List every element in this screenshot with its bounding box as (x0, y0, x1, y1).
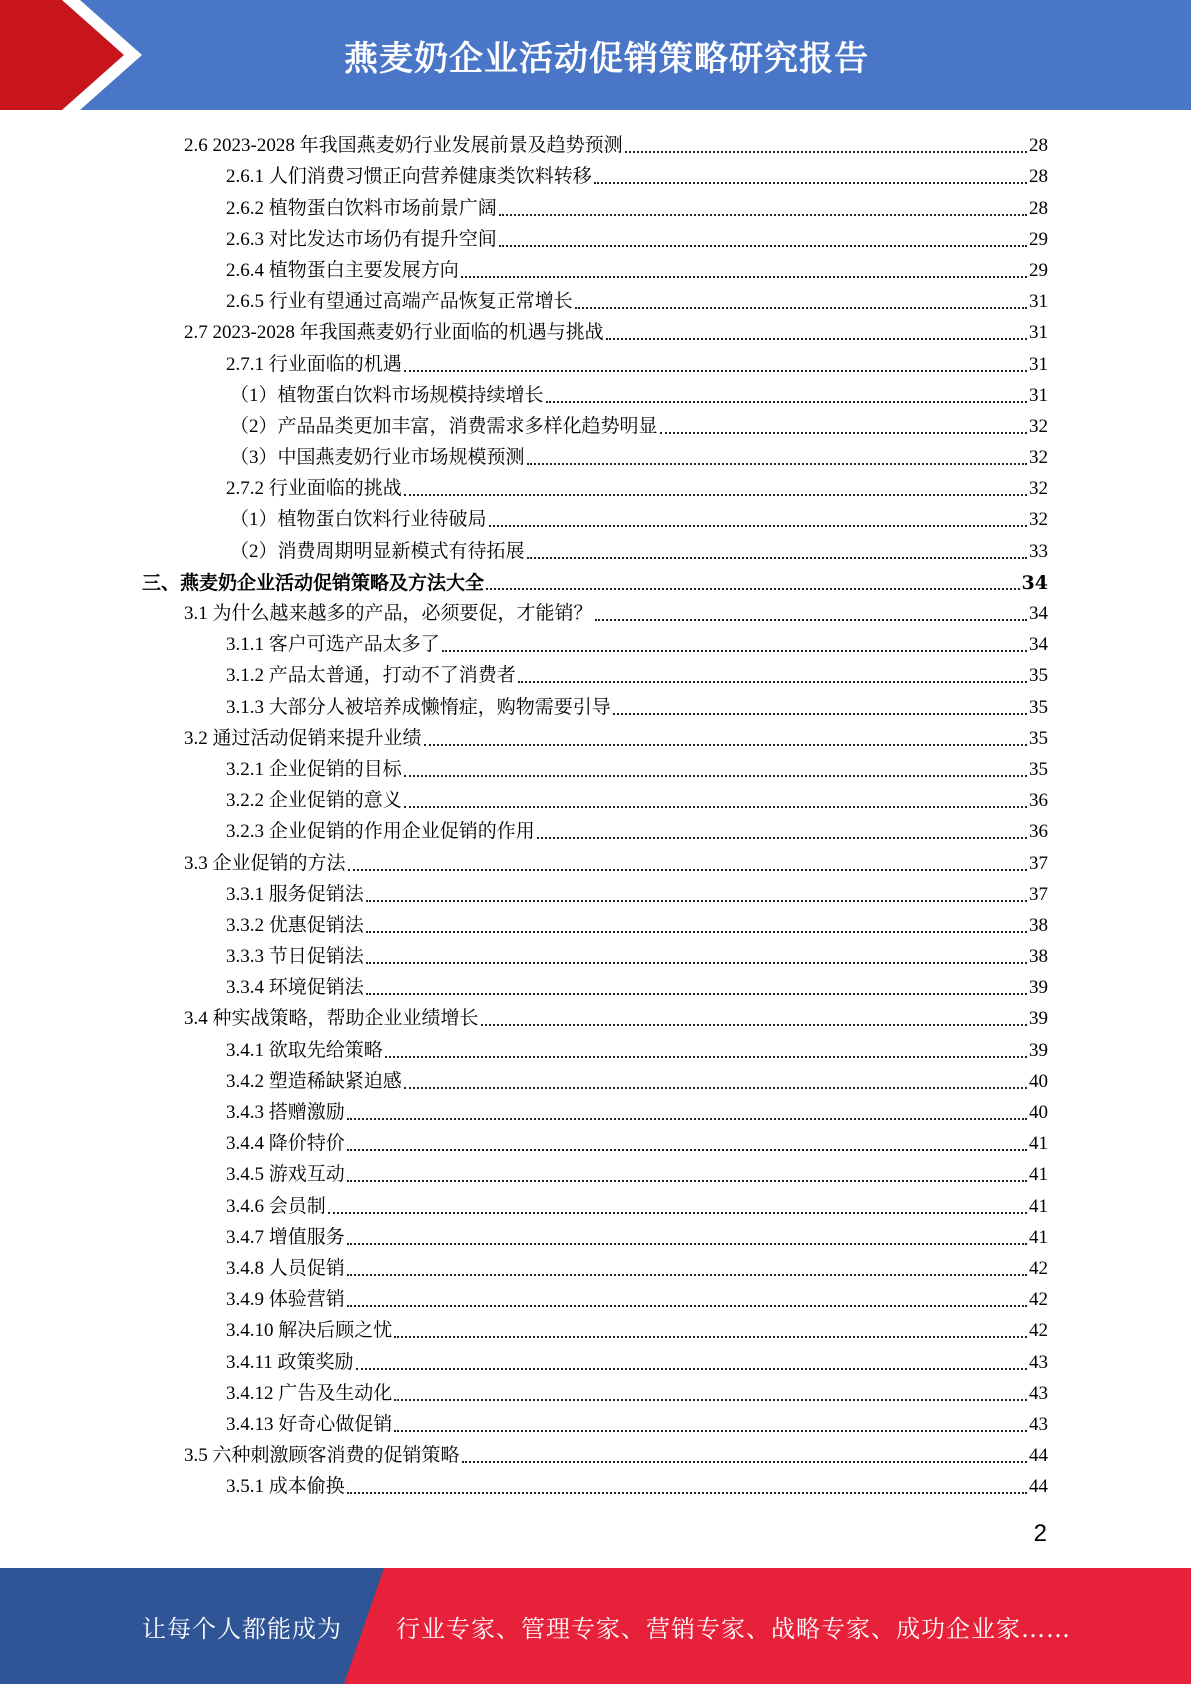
toc-entry[interactable] (140, 1468, 1048, 1499)
toc-entry-page: 43 (1029, 1382, 1048, 1404)
toc-leader-dots (347, 1149, 1027, 1151)
toc-entry-page: 35 (1029, 696, 1048, 718)
toc-entry-label: 3.2 通过活动促销来提升业绩 (184, 727, 422, 749)
toc-entry-page: 39 (1029, 1008, 1048, 1030)
toc-entry[interactable] (140, 189, 1048, 220)
toc-entry[interactable] (140, 127, 1048, 158)
toc-entry-label: （2）消费周期明显新模式有待拓展 (230, 540, 525, 562)
toc-leader-dots (595, 619, 1027, 621)
toc-leader-dots (518, 681, 1027, 683)
toc-leader-dots (394, 1399, 1027, 1401)
toc-entry-page: 36 (1029, 790, 1048, 812)
toc-entry[interactable] (140, 1063, 1048, 1094)
toc-entry-label: 3.3.1 服务促销法 (226, 883, 364, 905)
toc-entry-label: 2.6.1 人们消费习惯正向营养健康类饮料转移 (226, 166, 592, 188)
toc-entry-page: 32 (1029, 415, 1048, 437)
toc-entry-page: 31 (1029, 322, 1048, 344)
toc-leader-dots (366, 993, 1027, 995)
toc-entry-label: 3.1.1 客户可选产品太多了 (226, 634, 440, 656)
toc-entry[interactable] (140, 439, 1048, 470)
toc-entry[interactable] (140, 1375, 1048, 1406)
toc-entry-page: 40 (1029, 1070, 1048, 1092)
toc-leader-dots (347, 1118, 1027, 1120)
toc-leader-dots (499, 214, 1027, 216)
toc-entry[interactable] (140, 1156, 1048, 1187)
toc-entry-page: 34 (1029, 634, 1048, 656)
toc-entry[interactable] (140, 283, 1048, 314)
toc-entry-page: 28 (1029, 197, 1048, 219)
toc-entry-label: 2.7 2023-2028 年我国燕麦奶行业面临的机遇与挑战 (184, 322, 604, 344)
toc-entry-label: 3.4.3 搭赠激励 (226, 1102, 345, 1123)
toc-entry[interactable] (140, 1406, 1048, 1437)
page-number: 2 (1033, 1520, 1047, 1547)
toc-entry[interactable] (140, 720, 1048, 751)
toc-leader-dots (404, 775, 1027, 777)
toc-entry[interactable] (140, 844, 1048, 875)
toc-entry-label: 3.4.2 塑造稀缺紧迫感 (226, 1070, 402, 1092)
toc-leader-dots (546, 401, 1027, 403)
report-title: 燕麦奶企业活动促销策略研究报告 (344, 38, 869, 79)
toc-leader-dots (394, 1430, 1027, 1432)
toc-entry-label: 3.2.3 企业促销的作用企业促销的作用 (226, 821, 535, 843)
toc-leader-dots (537, 837, 1027, 839)
toc-leader-dots (348, 869, 1027, 871)
toc-entry-label: 3.4.6 会员制 (226, 1195, 326, 1217)
toc-leader-dots (625, 151, 1027, 153)
table-of-contents (140, 127, 1048, 1499)
toc-entry-page: 35 (1029, 758, 1048, 780)
toc-entry-label: 3.4.10 解决后顾之忧 (226, 1320, 393, 1342)
toc-entry-page: 42 (1029, 1257, 1048, 1279)
toc-entry[interactable] (140, 813, 1048, 844)
toc-entry[interactable] (140, 595, 1048, 626)
toc-entry[interactable] (140, 1437, 1048, 1468)
toc-entry-label: （1）植物蛋白饮料市场规模持续增长 (230, 384, 544, 406)
toc-entry-label: （2）产品品类更加丰富，消费需求多样化趋势明显 (230, 415, 658, 437)
toc-entry-label: 3.4.11 政策奖励 (226, 1351, 354, 1373)
toc-leader-dots (394, 1336, 1027, 1338)
toc-entry[interactable] (140, 158, 1048, 189)
toc-entry-label: 3.5 六种刺激顾客消费的促销策略 (184, 1445, 460, 1467)
toc-entry-label: 2.6.4 植物蛋白主要发展方向 (226, 259, 459, 281)
toc-entry-page: 38 (1029, 914, 1048, 936)
toc-entry-label: 3.4.1 欲取先给策略 (226, 1039, 383, 1061)
toc-entry-page: 44 (1029, 1476, 1048, 1498)
toc-entry-page: 38 (1029, 946, 1048, 968)
toc-leader-dots (404, 494, 1027, 496)
toc-entry[interactable] (140, 688, 1048, 719)
toc-entry[interactable] (140, 470, 1048, 501)
toc-entry-label: 2.6 2023-2028 年我国燕麦奶行业发展前景及趋势预测 (184, 135, 623, 157)
toc-entry-page: 32 (1029, 509, 1048, 531)
toc-entry-label: 3.4.7 增值服务 (226, 1226, 345, 1248)
toc-leader-dots (385, 1056, 1027, 1058)
toc-leader-dots (660, 432, 1027, 434)
toc-entry-page: 39 (1029, 1039, 1048, 1061)
toc-leader-dots (404, 806, 1027, 808)
toc-leader-dots (356, 1368, 1027, 1370)
toc-entry-page: 31 (1029, 291, 1048, 313)
toc-leader-dots (527, 557, 1027, 559)
toc-entry[interactable] (140, 751, 1048, 782)
toc-entry[interactable] (140, 907, 1048, 938)
toc-entry[interactable] (140, 1219, 1048, 1250)
toc-entry-label: 三、燕麦奶企业活动促销策略及方法大全 (142, 571, 485, 594)
toc-entry-label: 3.4.12 广告及生动化 (226, 1382, 393, 1404)
toc-entry-page: 34 (1021, 571, 1048, 594)
footer-slogan-left: 让每个人都能成为 (142, 1614, 342, 1643)
toc-entry-label: 3.4.13 好奇心做促销 (226, 1413, 393, 1435)
toc-entry[interactable] (140, 1031, 1048, 1062)
toc-entry-label: 3.2.2 企业促销的意义 (226, 790, 402, 812)
toc-entry-page: 42 (1029, 1320, 1048, 1342)
toc-entry-page: 40 (1029, 1102, 1048, 1123)
toc-entry-page: 29 (1029, 259, 1048, 281)
toc-entry[interactable] (140, 1250, 1048, 1281)
toc-entry-page: 32 (1029, 478, 1048, 500)
toc-entry-page: 36 (1029, 821, 1048, 843)
toc-entry-label: 3.1.3 大部分人被培养成懒惰症，购物需要引导 (226, 696, 611, 718)
toc-entry[interactable] (140, 626, 1048, 657)
toc-leader-dots (461, 276, 1027, 278)
toc-entry-page: 35 (1029, 727, 1048, 749)
toc-entry-page: 41 (1029, 1226, 1048, 1248)
toc-leader-dots (606, 338, 1027, 340)
toc-entry-page: 34 (1029, 603, 1048, 624)
toc-entry-label: 3.2.1 企业促销的目标 (226, 758, 402, 780)
toc-entry-label: 2.6.5 行业有望通过高端产品恢复正常增长 (226, 291, 573, 313)
toc-entry[interactable] (140, 408, 1048, 439)
toc-entry[interactable] (140, 532, 1048, 563)
toc-leader-dots (347, 1492, 1027, 1494)
toc-entry-page: 28 (1029, 135, 1048, 157)
toc-entry-label: （1）植物蛋白饮料行业待破局 (230, 509, 487, 531)
toc-leader-dots (347, 1243, 1027, 1245)
toc-entry[interactable] (140, 1281, 1048, 1312)
toc-entry-page: 31 (1029, 353, 1048, 375)
toc-leader-dots (366, 900, 1027, 902)
toc-entry[interactable] (140, 345, 1048, 376)
toc-entry-label: 3.1.2 产品太普通，打动不了消费者 (226, 665, 516, 687)
page-footer (0, 1568, 1191, 1684)
toc-entry[interactable] (140, 221, 1048, 252)
toc-entry[interactable] (140, 1312, 1048, 1343)
toc-leader-dots (575, 307, 1027, 309)
toc-entry-label: 2.6.3 对比发达市场仍有提升空间 (226, 228, 497, 250)
toc-entry[interactable] (140, 657, 1048, 688)
toc-entry-label: 2.7.2 行业面临的挑战 (226, 478, 402, 500)
toc-entry-label: 3.5.1 成本偷换 (226, 1476, 345, 1498)
toc-leader-dots (347, 1274, 1027, 1276)
toc-leader-dots (499, 245, 1027, 247)
toc-entry-label: 3.3.2 优惠促销法 (226, 914, 364, 936)
toc-entry[interactable] (140, 1187, 1048, 1218)
toc-leader-dots (527, 463, 1027, 465)
toc-entry-label: 3.3.4 环境促销法 (226, 977, 364, 999)
toc-entry-page: 28 (1029, 166, 1048, 188)
toc-entry-page: 43 (1029, 1351, 1048, 1373)
toc-entry[interactable] (140, 1094, 1048, 1125)
toc-leader-dots (366, 931, 1027, 933)
toc-entry-label: 3.4.9 体验营销 (226, 1289, 345, 1311)
toc-entry-page: 35 (1029, 665, 1048, 687)
toc-entry-page: 31 (1029, 384, 1048, 406)
toc-entry-label: 3.1 为什么越来越多的产品，必须要促，才能销？ (184, 603, 593, 624)
toc-entry-page: 42 (1029, 1289, 1048, 1311)
toc-leader-dots (486, 588, 1020, 590)
toc-entry[interactable] (140, 377, 1048, 408)
footer-slogan-right: 行业专家、管理专家、营销专家、战略专家、成功企业家…… (396, 1614, 1071, 1643)
toc-entry-page: 32 (1029, 447, 1048, 469)
toc-entry[interactable] (140, 1125, 1048, 1156)
toc-entry-page: 33 (1029, 540, 1048, 562)
toc-leader-dots (328, 1212, 1027, 1214)
toc-entry[interactable] (140, 1000, 1048, 1031)
toc-leader-dots (347, 1180, 1027, 1182)
toc-leader-dots (366, 962, 1027, 964)
toc-leader-dots (442, 650, 1027, 652)
toc-entry-label: 2.6.2 植物蛋白饮料市场前景广阔 (226, 197, 497, 219)
toc-entry[interactable] (140, 314, 1048, 345)
toc-entry[interactable] (140, 564, 1048, 595)
toc-entry-page: 37 (1029, 852, 1048, 874)
toc-entry-page: 39 (1029, 977, 1048, 999)
toc-entry-page: 44 (1029, 1445, 1048, 1467)
toc-leader-dots (481, 1024, 1027, 1026)
toc-entry-page: 41 (1029, 1133, 1048, 1155)
toc-entry-page: 41 (1029, 1195, 1048, 1217)
toc-entry[interactable] (140, 876, 1048, 907)
toc-entry-label: 3.4.4 降价特价 (226, 1133, 345, 1155)
toc-entry-label: 2.7.1 行业面临的机遇 (226, 353, 402, 375)
toc-leader-dots (489, 525, 1027, 527)
toc-leader-dots (404, 1087, 1027, 1089)
toc-entry[interactable] (140, 501, 1048, 532)
page-header (0, 0, 1191, 110)
toc-entry-label: 3.4 种实战策略，帮助企业业绩增长 (184, 1008, 479, 1030)
toc-entry-page: 29 (1029, 228, 1048, 250)
toc-entry[interactable] (140, 782, 1048, 813)
toc-entry-label: 3.3.3 节日促销法 (226, 946, 364, 968)
toc-entry-page: 41 (1029, 1164, 1048, 1186)
toc-entry-page: 43 (1029, 1413, 1048, 1435)
toc-leader-dots (594, 182, 1027, 184)
toc-entry-page: 37 (1029, 883, 1048, 905)
toc-entry[interactable] (140, 252, 1048, 283)
toc-leader-dots (424, 744, 1027, 746)
toc-leader-dots (347, 1305, 1027, 1307)
toc-entry[interactable] (140, 969, 1048, 1000)
toc-entry-label: 3.4.8 人员促销 (226, 1257, 345, 1279)
toc-entry-label: （3）中国燕麦奶行业市场规模预测 (230, 447, 525, 469)
toc-entry-label: 3.3 企业促销的方法 (184, 852, 346, 874)
toc-entry[interactable] (140, 938, 1048, 969)
toc-entry[interactable] (140, 1343, 1048, 1374)
toc-leader-dots (404, 370, 1027, 372)
toc-leader-dots (613, 713, 1027, 715)
toc-leader-dots (462, 1461, 1027, 1463)
toc-entry-label: 3.4.5 游戏互动 (226, 1164, 345, 1186)
